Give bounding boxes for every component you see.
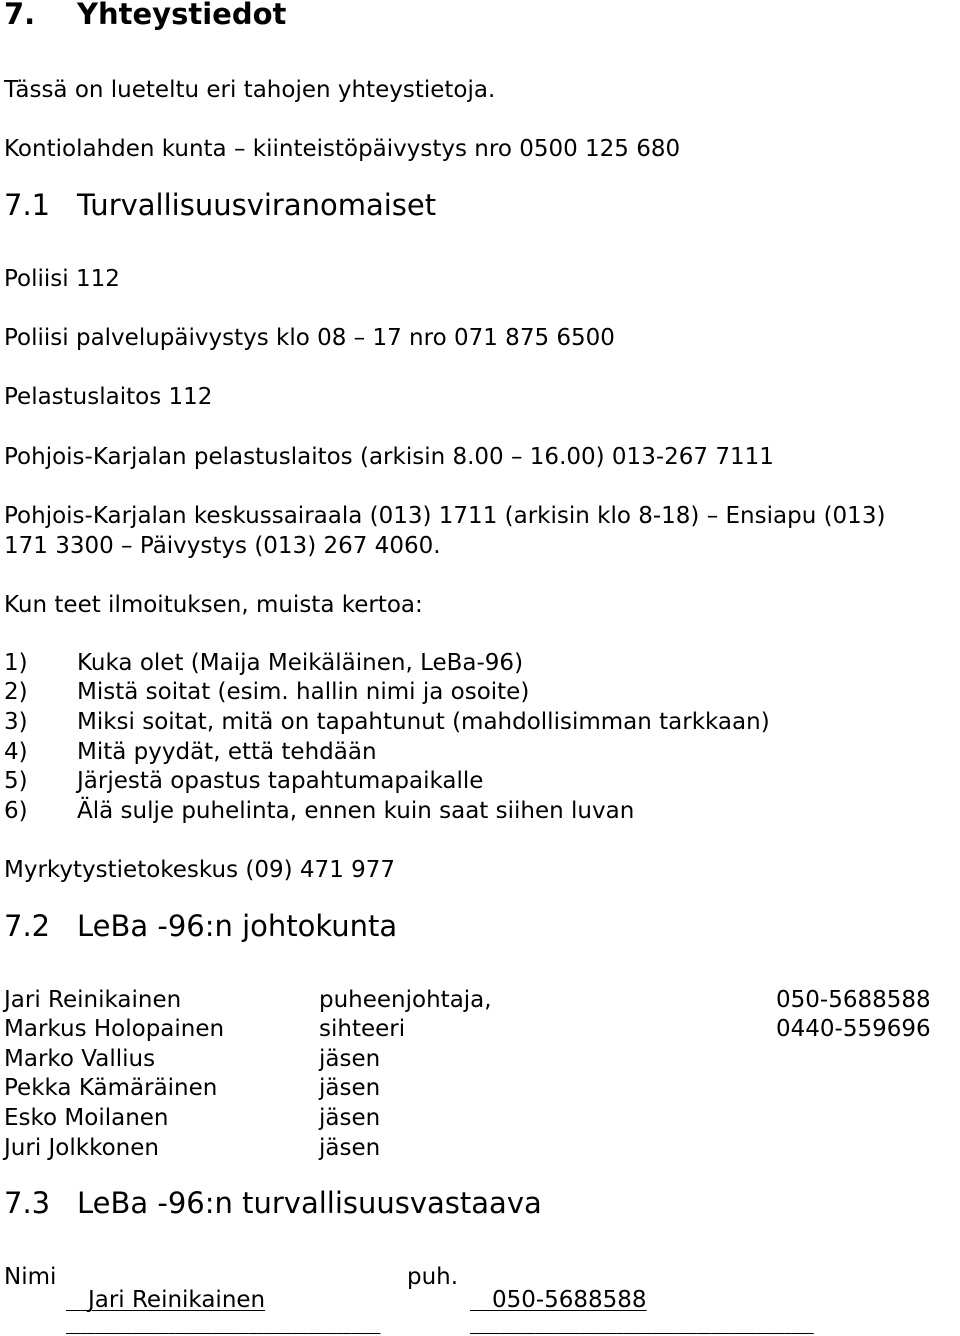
list-item [4, 711, 904, 737]
municipality-contact: Kontiolahden kunta – kiinteistöpäivystys nro 0500 125 680 [4, 136, 681, 162]
section-title: LeBa -96:n johtokunta [77, 909, 398, 943]
board-member-role: jäsen [319, 1135, 381, 1161]
list-item-number: 6) [4, 798, 28, 824]
section-title: Yhteystiedot [77, 0, 287, 31]
board-member-role: sihteeri [319, 1016, 406, 1042]
list-item-number: 5) [4, 768, 28, 794]
list-item [4, 800, 904, 826]
contact-line: Poliisi 112 [4, 266, 120, 292]
name-value: Jari Reinikainen [87, 1287, 266, 1313]
intro-text: Tässä on lueteltu eri tahojen yhteystietoja. [4, 77, 496, 103]
phone-value: 050-5688588 [491, 1287, 647, 1313]
section-7-2-heading [4, 909, 904, 946]
board-member-role: jäsen [319, 1046, 381, 1072]
poison-center-contact: Myrkytystietokeskus (09) 471 977 [4, 857, 396, 883]
list-item-number: 1) [4, 650, 28, 676]
board-member-name: Pekka Kämäräinen [4, 1075, 218, 1101]
board-member-name: Jari Reinikainen [4, 987, 182, 1013]
list-item [4, 741, 904, 767]
phone-field [470, 1266, 820, 1335]
section-number: 7.1 [4, 188, 51, 222]
board-member-name: Juri Jolkkonen [4, 1135, 159, 1161]
section-7-3-heading [4, 1186, 904, 1223]
list-item-number: 3) [4, 709, 28, 735]
list-item-text: Miksi soitat, mitä on tapahtunut (mahdollisimman tarkkaan) [77, 709, 770, 735]
list-item-text: Järjestä opastus tapahtumapaikalle [77, 768, 484, 794]
section-7-heading [4, 0, 904, 34]
board-member-role: puheenjohtaja, [319, 987, 492, 1013]
list-item [4, 681, 904, 707]
name-label: Nimi [4, 1264, 57, 1290]
section-7-1-heading [4, 188, 904, 225]
board-member-name: Marko Vallius [4, 1046, 156, 1072]
section-number: 7. [4, 0, 36, 31]
name-field [66, 1266, 381, 1335]
list-item-text: Älä sulje puhelinta, ennen kuin saat siihen luvan [77, 798, 635, 824]
list-item-text: Mitä pyydät, että tehdään [77, 739, 377, 765]
hospital-line-2: 171 3300 – Päivystys (013) 267 4060. [4, 533, 441, 559]
board-member-role: jäsen [319, 1105, 381, 1131]
section-title: LeBa -96:n turvallisuusvastaava [77, 1186, 542, 1220]
phone-label: puh. [407, 1264, 459, 1290]
contact-line: Pohjois-Karjalan pelastuslaitos (arkisin 8.00 – 16.00) 013-267 7111 [4, 444, 774, 470]
board-member-phone: 0440-559696 [776, 1016, 931, 1042]
contact-line: Pelastuslaitos 112 [4, 384, 213, 410]
board-member-role: jäsen [319, 1075, 381, 1101]
contact-line: Poliisi palvelupäivystys klo 08 – 17 nro 071 875 6500 [4, 325, 615, 351]
hospital-line-1: Pohjois-Karjalan keskussairaala (013) 1711 (arkisin klo 8-18) – Ensiapu (013) [4, 503, 886, 529]
list-item-text: Mistä soitat (esim. hallin nimi ja osoite) [77, 679, 530, 705]
list-item [4, 652, 904, 678]
section-title: Turvallisuusviranomaiset [77, 188, 437, 222]
list-item-number: 4) [4, 739, 28, 765]
board-member-name: Esko Moilanen [4, 1105, 169, 1131]
board-member-phone: 050-5688588 [776, 987, 931, 1013]
list-item [4, 770, 904, 796]
section-number: 7.2 [4, 909, 51, 943]
report-intro: Kun teet ilmoituksen, muista kertoa: [4, 592, 423, 618]
list-item-number: 2) [4, 679, 28, 705]
section-number: 7.3 [4, 1186, 51, 1220]
board-member-name: Markus Holopainen [4, 1016, 225, 1042]
list-item-text: Kuka olet (Maija Meikäläinen, LeBa-96) [77, 650, 524, 676]
